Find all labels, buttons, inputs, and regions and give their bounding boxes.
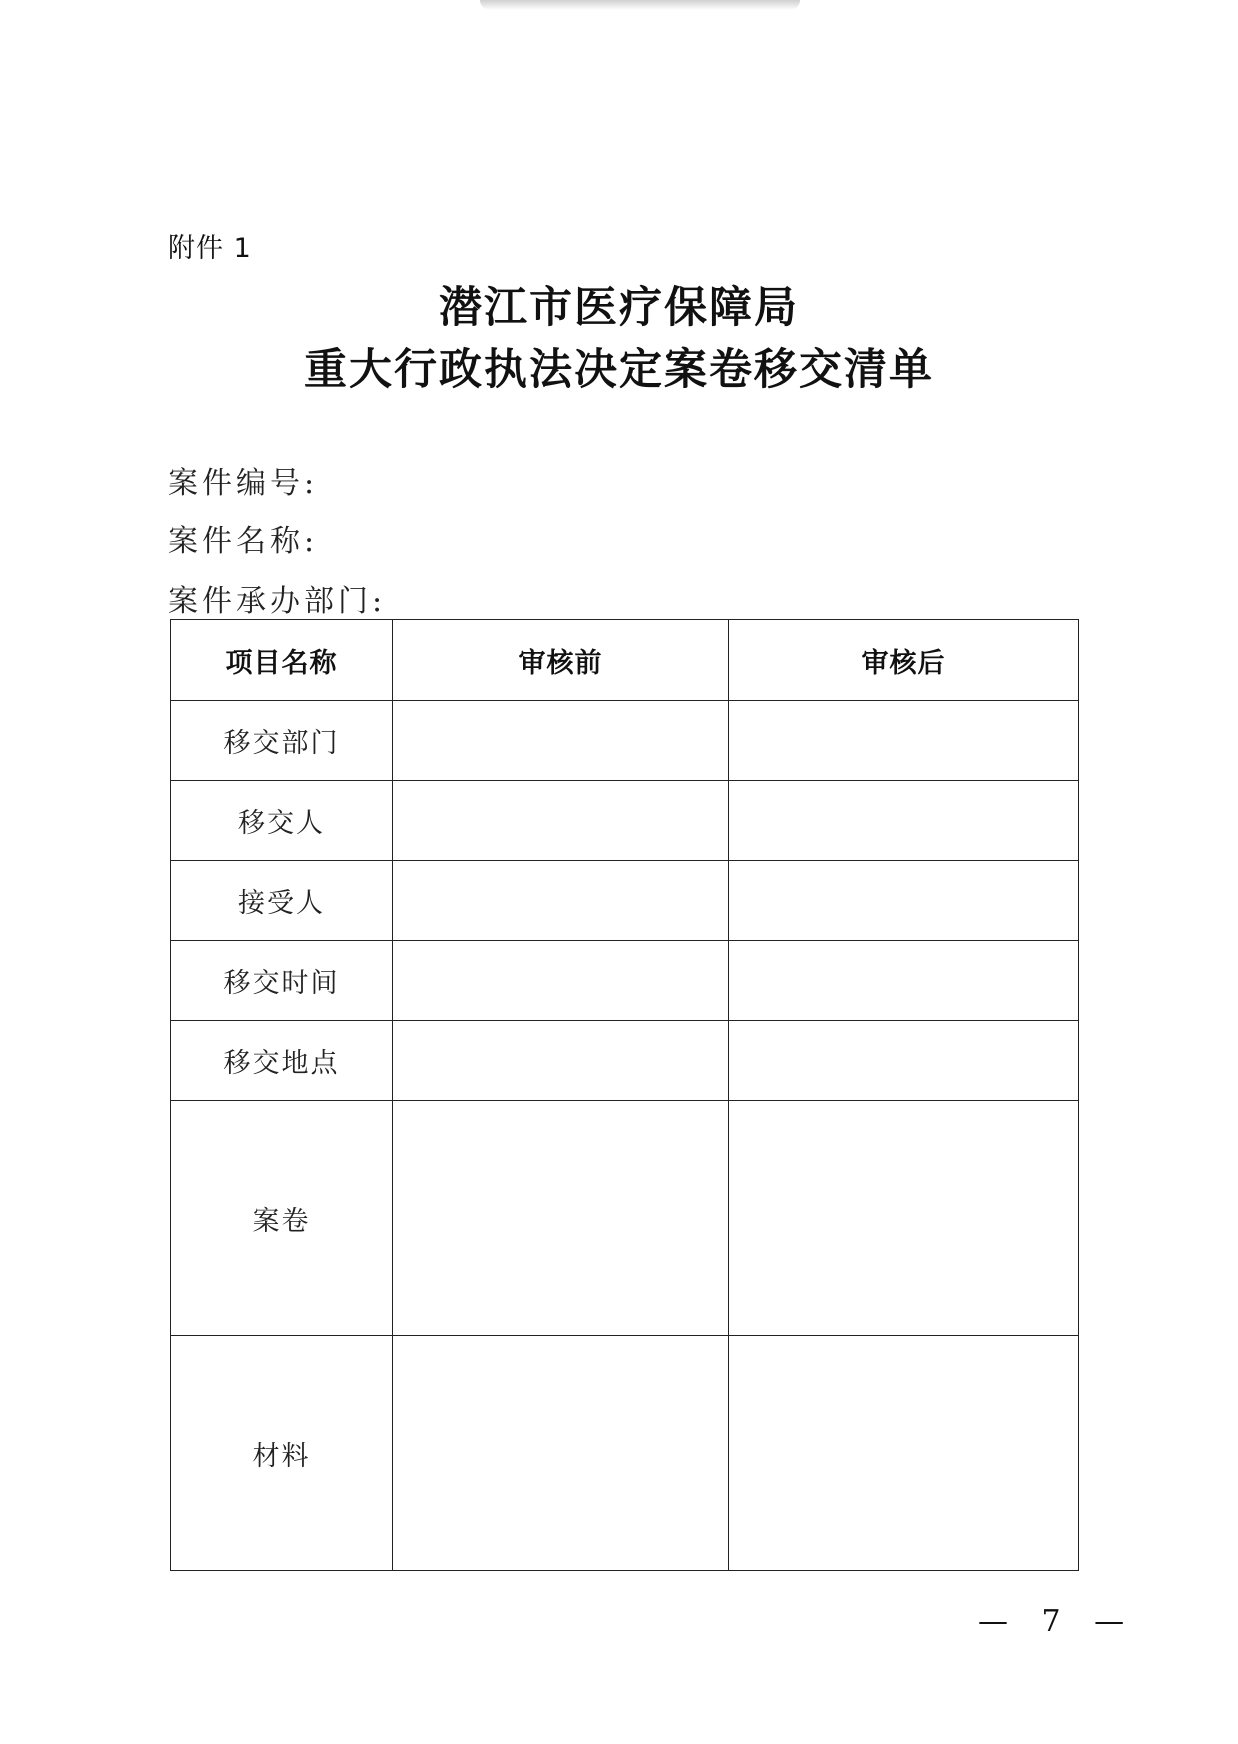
before-cell	[393, 701, 729, 781]
table-header-row	[171, 620, 1079, 701]
page-number: — 7 —	[978, 1604, 1137, 1639]
document-title-line1: 潜江市医疗保障局	[439, 283, 799, 333]
after-cell	[729, 701, 1079, 781]
attachment-label: 附件 1	[168, 233, 252, 264]
table-row	[171, 1021, 1079, 1101]
after-cell	[729, 1101, 1079, 1336]
row-label: 案卷	[171, 1101, 393, 1336]
header-after-review: 审核后	[729, 620, 1079, 701]
table-row	[171, 781, 1079, 861]
scan-artifact	[480, 0, 800, 10]
after-cell	[729, 1336, 1079, 1571]
after-cell	[729, 781, 1079, 861]
row-label: 移交人	[171, 781, 393, 861]
table-row	[171, 861, 1079, 941]
row-label: 移交时间	[171, 941, 393, 1021]
header-item-name: 项目名称	[171, 620, 393, 701]
before-cell	[393, 781, 729, 861]
after-cell	[729, 861, 1079, 941]
before-cell	[393, 1101, 729, 1336]
table-row	[171, 1101, 1079, 1336]
case-name-label: 案件名称:	[168, 524, 319, 559]
table-row	[171, 701, 1079, 781]
before-cell	[393, 861, 729, 941]
document-title-line2: 重大行政执法决定案卷移交清单	[304, 345, 934, 395]
transfer-table	[170, 619, 1079, 1571]
table-row	[171, 1336, 1079, 1571]
header-before-review: 审核前	[393, 620, 729, 701]
after-cell	[729, 1021, 1079, 1101]
row-label: 移交部门	[171, 701, 393, 781]
after-cell	[729, 941, 1079, 1021]
table-row	[171, 941, 1079, 1021]
before-cell	[393, 1336, 729, 1571]
before-cell	[393, 1021, 729, 1101]
before-cell	[393, 941, 729, 1021]
case-number-label: 案件编号:	[168, 466, 319, 501]
row-label: 移交地点	[171, 1021, 393, 1101]
row-label: 材料	[171, 1336, 393, 1571]
case-department-label: 案件承办部门:	[168, 584, 387, 619]
row-label: 接受人	[171, 861, 393, 941]
